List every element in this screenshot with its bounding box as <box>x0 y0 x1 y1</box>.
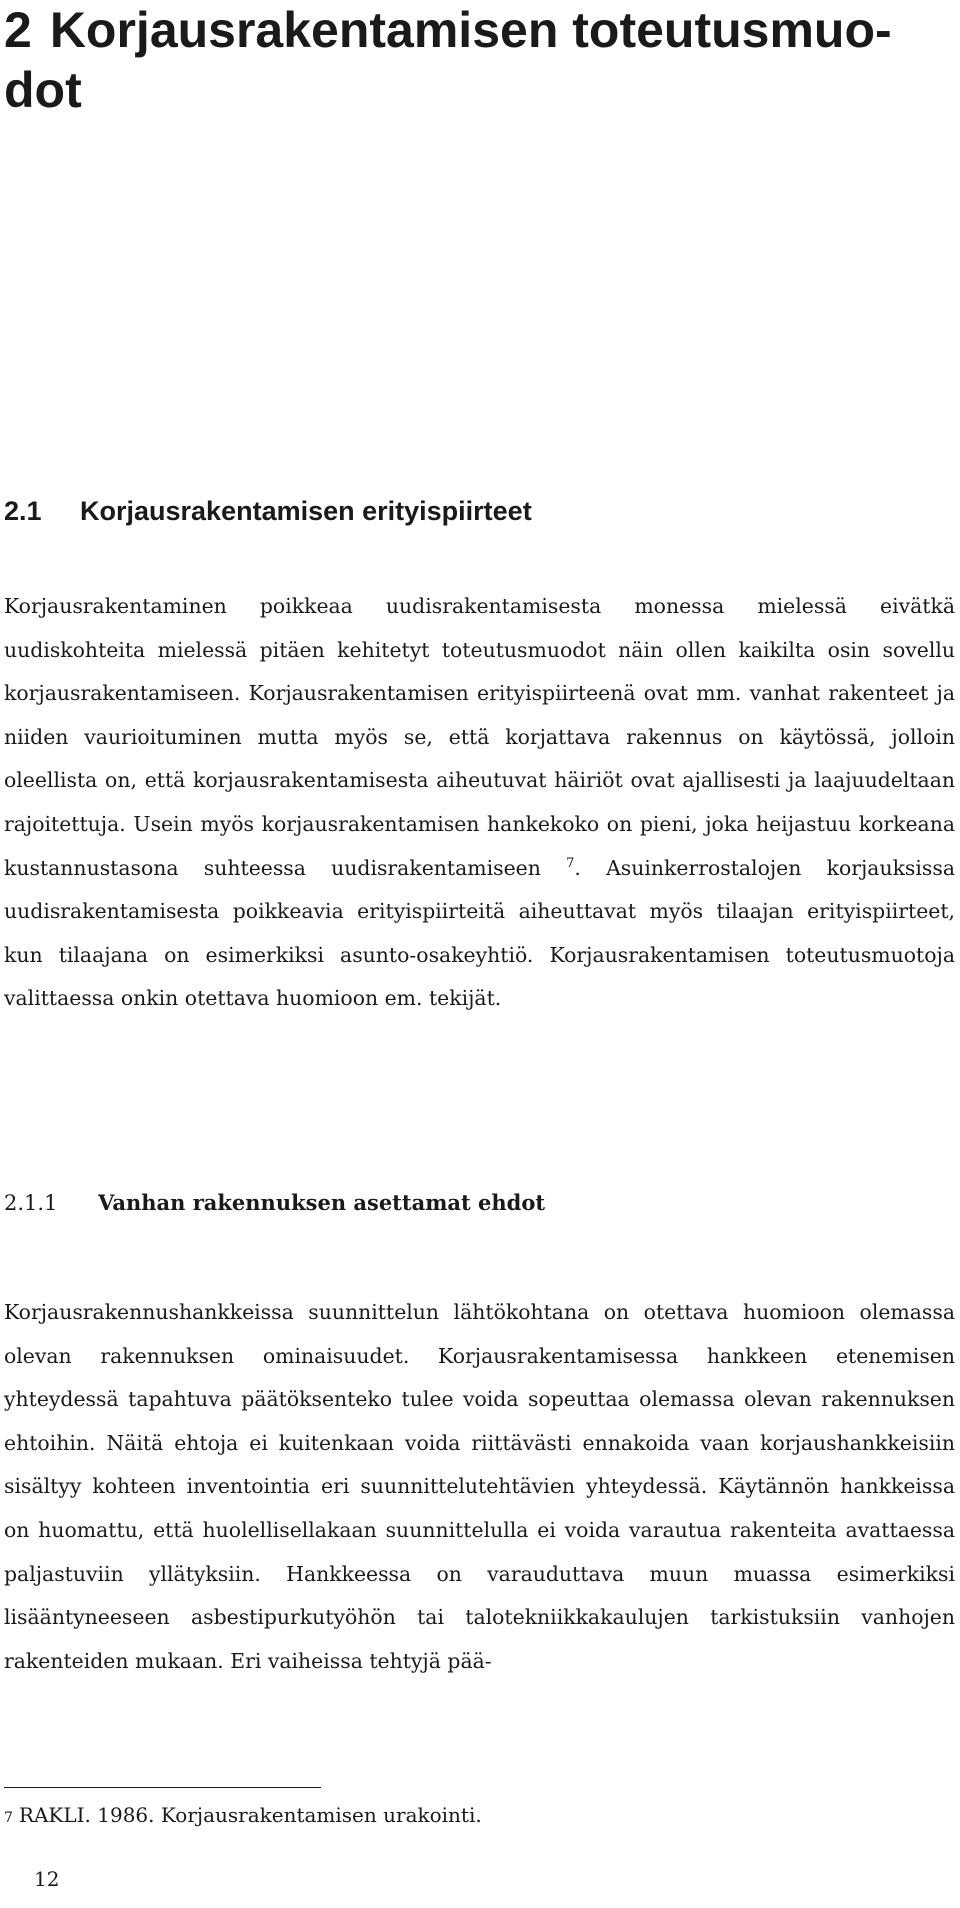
chapter-title: Korjausrakentamisen toteutusmuo- dot <box>4 2 892 118</box>
footnote-divider <box>4 1787 321 1788</box>
chapter-heading <box>4 0 954 120</box>
subsection-paragraph: Korjausrakennushankkeissa suunnittelun lähtökohtana on otettava huomioon olemassa olevan rakennuksen ominaisuudet. Korjausrakentamisessa hankkeen etenemisen yhteydessä tapahtuva päätöksenteko tulee voida sopeuttaa olemassa olevan rakennuksen ehtoihin. Näitä ehtoja ei kuitenkaan voida riittävästi ennakoida vaan korjaushankkeisiin sisältyy kohteen inventointia eri suunnittelutehtävien yhteydessä. Käytännön hankkeissa on huomattu, että huolellisellakaan suunnittelulla ei voida varautua rakenteita avattaessa paljastuviin yllätyksiin. Hankkeessa on varauduttava muun muassa esimerkiksi lisääntyneeseen asbestipurkutyöhön tai talotekniikkakaulujen tarkistuksiin vanhojen rakenteiden mukaan. Eri vaiheissa tehtyjä pää- <box>4 1300 955 1673</box>
section-text-part-1: Korjausrakentaminen poikkeaa uudisrakentamisesta monessa mielessä eivätkä uudiskohteita mielessä pitäen kehitetyt toteutusmuodot näin ollen kaikilta osin sovellu korjausrakentamiseen. Korjausrakentamisen erityispiirteenä ovat mm. vanhat rakenteet ja niiden vaurioituminen mutta myös se, että korjattava rakennus on käytössä, jolloin oleellista on, että korjausrakentamisesta aiheutuvat häiriöt ovat ajallisesti ja laajuudeltaan rajoitettuja. Usein myös korjausrakentamisen hankekoko on pieni, joka heijastuu korkeana kustannustasona suhteessa uudisrakentamiseen <box>4 594 955 880</box>
chapter-number: 2 <box>4 2 32 58</box>
footnote-text: RAKLI. 1986. Korjausrakentamisen urakointi. <box>18 1803 482 1827</box>
footnote <box>4 1800 904 1833</box>
section-paragraph <box>4 585 955 1021</box>
subsection-heading <box>4 1186 954 1220</box>
subsection-number: 2.1.1 <box>4 1191 58 1215</box>
section-number: 2.1 <box>4 496 42 526</box>
subsection-title: Vanhan rakennuksen asettamat ehdot <box>98 1190 546 1215</box>
section-heading <box>4 493 954 529</box>
section-title: Korjausrakentamisen erityispiirteet <box>80 496 532 526</box>
section-text-part-2: . Asuinkerrostalojen korjauksissa uudisrakentamisesta poikkeavia erityispiirteitä aiheuttavat myös tilaajan erityispiirteet, kun tilaajana on esimerkiksi asunto-osakeyhtiö. Korjausrakentamisen toteutusmuotoja valittaessa onkin otettava huomioon em. tekijät. <box>4 855 956 1011</box>
footnote-reference[interactable]: 7 <box>566 855 575 871</box>
footnote-number: 7 <box>4 1810 13 1826</box>
page-number: 12 <box>34 1867 60 1891</box>
